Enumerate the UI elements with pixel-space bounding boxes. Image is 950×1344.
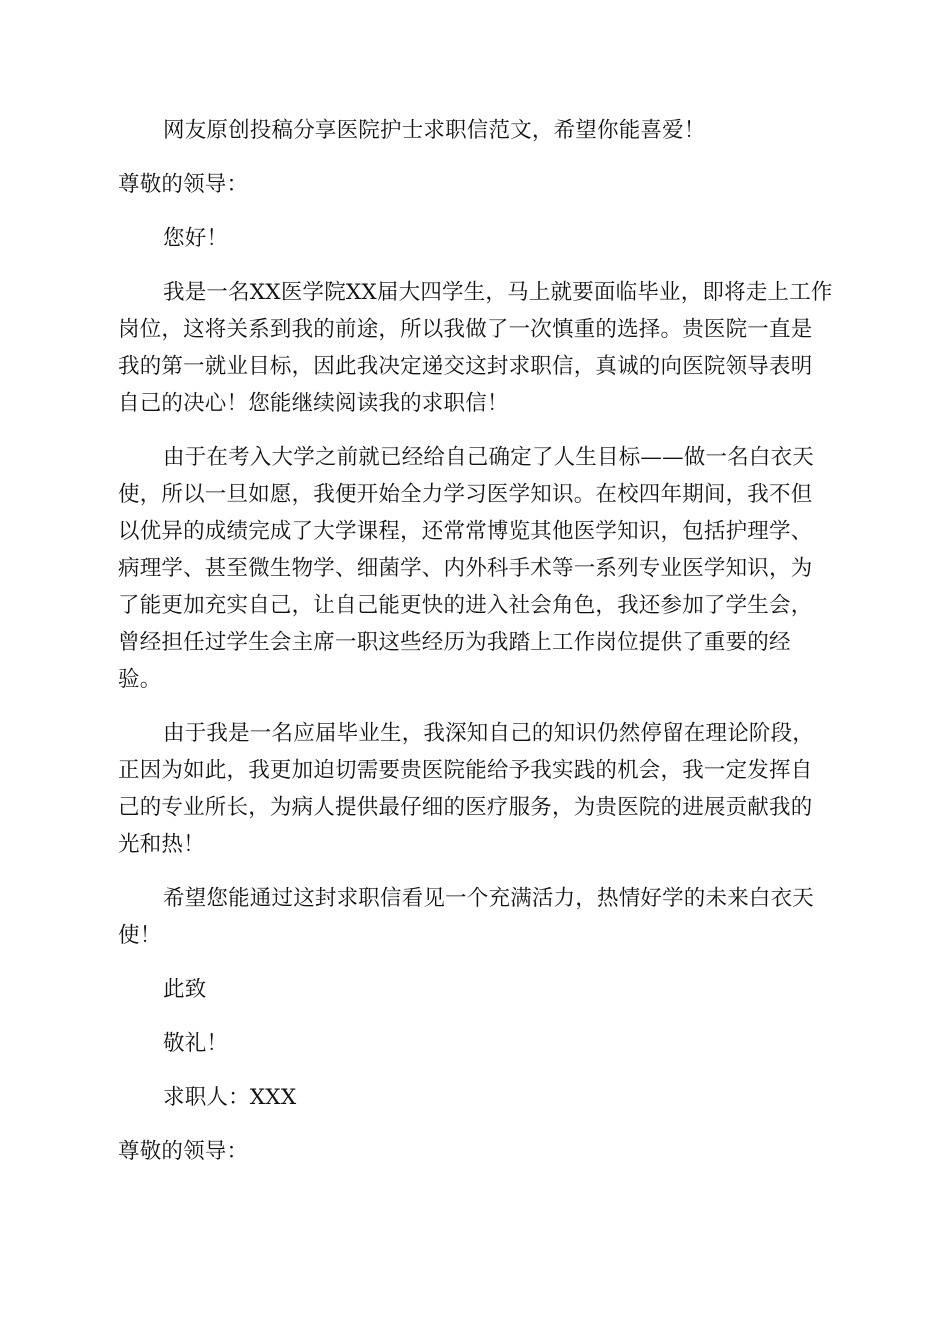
closing-line-2: 敬礼！ (163, 1031, 229, 1056)
greeting: 您好！ (163, 226, 229, 251)
intro-paragraph: 网友原创投稿分享医院护士求职信范文，希望你能喜爱！ (163, 118, 706, 143)
body-paragraph-2: 由于在考入大学之前就已经给自己确定了人生目标——做一名白衣天使，所以一旦如愿，我便开始全力学习医学知识。在校四年期间，我不但以优异的成绩完成了大学课程，还常常博览其他医学知识，包括护理学、病理学、甚至微生物学、细菌学、内外科手术等一系列专业医学知识，为了能更加充实自己，让自己能更快的进入社会角色，我还参加了学生会，曾经担任过学生会主席一职这些经历为我踏上工作岗位提供了重要的经验。 (118, 445, 815, 692)
letter-body (118, 112, 833, 1187)
closing-line-1: 此致 (163, 977, 207, 1002)
body-paragraph-4: 希望您能通过这封求职信看见一个充满活力，热情好学的未来白衣天使！ (118, 886, 815, 948)
signature: 求职人：XXX (163, 1085, 297, 1110)
body-paragraph-1: 我是一名XX医学院XX届大四学生，马上就要面临毕业，即将走上工作岗位，这将关系到我的前途，所以我做了一次慎重的选择。贵医院一直是我的第一就业目标，因此我决定递交这封求职信，真诚的向医院领导表明自己的决心！您能继续阅读我的求职信！ (118, 280, 833, 416)
salutation: 尊敬的领导： (118, 172, 249, 197)
body-paragraph-3: 由于我是一名应届毕业生，我深知自己的知识仍然停留在理论阶段，正因为如此，我更加迫切需要贵医院能给予我实践的机会，我一定发挥自己的专业所长，为病人提供最仔细的医疗服务，为贵医院的进展贡献我的光和热！ (118, 721, 815, 857)
second-salutation: 尊敬的领导： (118, 1139, 249, 1164)
